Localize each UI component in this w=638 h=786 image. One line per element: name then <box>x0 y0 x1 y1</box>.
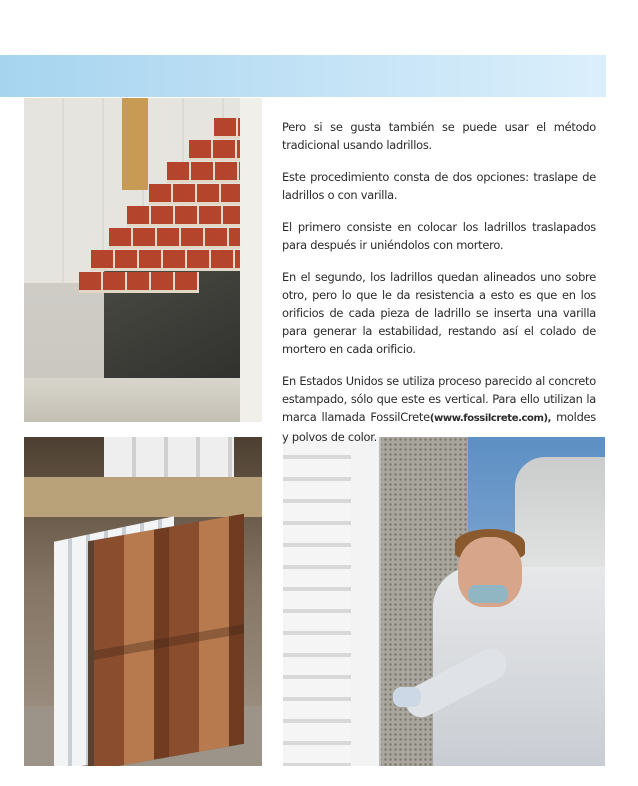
paragraph-fossilcrete <box>282 372 596 446</box>
header-band <box>0 55 606 97</box>
panel-photo <box>24 437 262 766</box>
paragraph: El primero consiste en colocar los ladrillos traslapados para después ir uniéndolos con mortero. <box>282 220 596 252</box>
brick-wall-photo <box>24 98 262 422</box>
fossilcrete-url: (www.fossilcrete.com), <box>429 413 552 424</box>
paragraph-text: En Estados Unidos se utiliza proceso parecido al concreto estampado, sólo que este es vertical. Para ello utilizan la marca llamada FossilCrete <box>282 374 596 424</box>
worker-photo <box>283 437 605 766</box>
body-text <box>282 118 596 460</box>
paragraph: En el segundo, los ladrillos quedan alineados uno sobre otro, pero lo que le da resistencia a esto es que en los orificios de cada pieza de ladrillo se inserta una varilla para generar la estabilidad, restando así el colado de mortero en cada orificio. <box>282 270 596 356</box>
paragraph-text-end: moldes y polvos de color. <box>282 410 596 444</box>
paragraph: Pero si se gusta también se puede usar el método tradicional usando ladrillos. <box>282 120 596 152</box>
paragraph: Este procedimiento consta de dos opciones: traslape de ladrillos o con varilla. <box>282 170 596 202</box>
